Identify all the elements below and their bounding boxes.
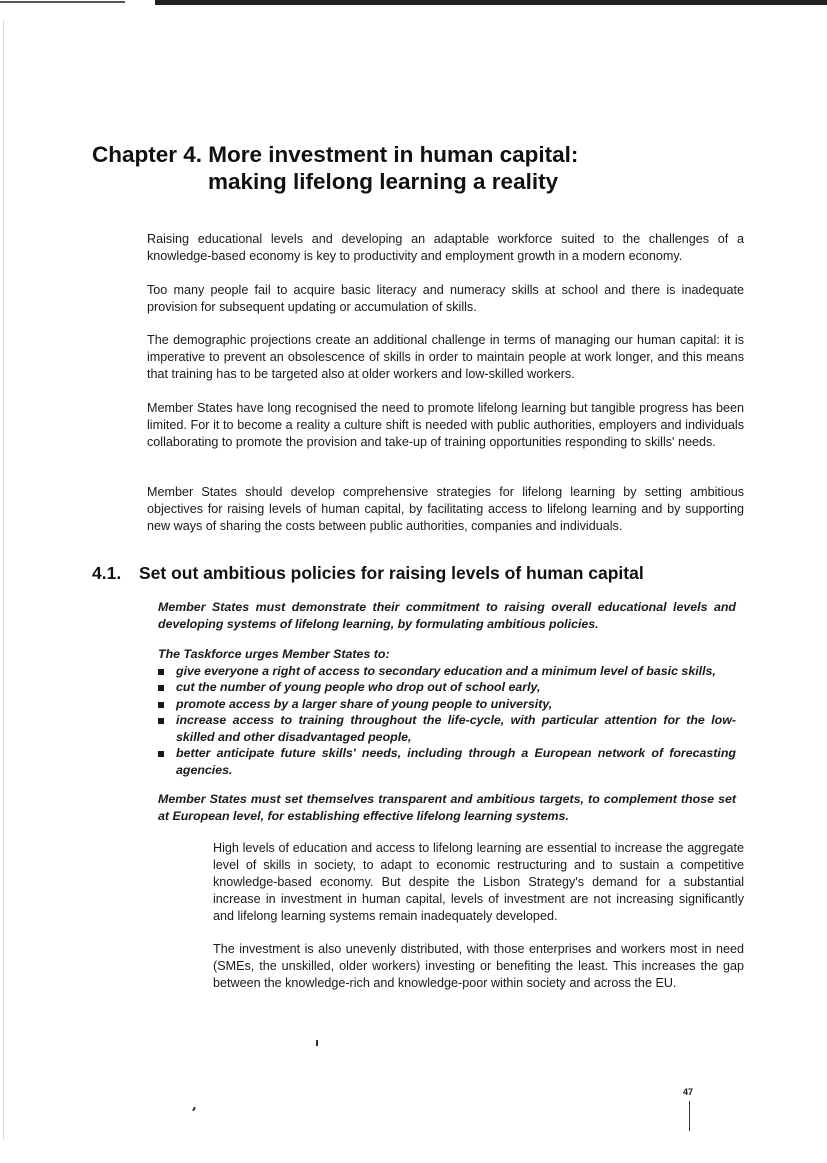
recommendation-closing-text: Member States must set themselves transparent and ambitious targets, to complement those set at European level, for establishing effective lifelong learning systems. <box>158 792 736 823</box>
bullet-square-icon <box>158 718 164 724</box>
section-number: 4.1. <box>92 563 122 583</box>
recommendation-list-block <box>158 646 736 778</box>
intro-paragraph-3 <box>147 332 744 383</box>
page-number-rule <box>689 1101 690 1131</box>
scan-speck <box>192 1107 196 1111</box>
recommendation-bullets <box>158 663 736 779</box>
chapter-title-line1: Chapter 4. More investment in human capital: <box>92 142 579 167</box>
bullet-square-icon <box>158 702 164 708</box>
list-item <box>158 696 736 713</box>
list-item-text: give everyone a right of access to secondary education and a minimum level of basic skills, <box>176 663 716 678</box>
intro-paragraph-text: The demographic projections create an additional challenge in terms of managing our human capital: it is imperative to prevent an obsolescence of skills in order to maintain people at work longer, and this means that training has to be targeted also at older workers and low-skilled workers. <box>147 333 744 381</box>
urges-intro: The Taskforce urges Member States to: <box>158 647 390 661</box>
bullet-square-icon <box>158 685 164 691</box>
list-item <box>158 712 736 745</box>
discussion-paragraph-2 <box>213 941 744 992</box>
list-item-text: better anticipate future skills' needs, including through a European network of forecasting agencies. <box>176 746 736 777</box>
discussion-paragraph-text: High levels of education and access to lifelong learning are essential to increase the aggregate level of skills in society, to adapt to economic restructuring and to sustain a competitive knowledge-based economy. But despite the Lisbon Strategy's demand for a substantial increase in investment in human capital, levels of investment are not increasing significantly and lifelong learning systems remain inadequately developed. <box>213 841 744 923</box>
bullet-square-icon <box>158 751 164 757</box>
list-item-text: cut the number of young people who drop out of school early, <box>176 680 541 694</box>
recommendation-lead-text: Member States must demonstrate their commitment to raising overall educational levels and developing systems of lifelong learning, by formulating ambitious policies. <box>158 600 736 631</box>
list-item-text: promote access by a larger share of young people to university, <box>176 696 553 711</box>
section-title: Set out ambitious policies for raising levels of human capital <box>139 563 644 583</box>
scan-speck <box>316 1040 318 1046</box>
scan-edge-line <box>3 20 4 1140</box>
discussion-paragraph-1 <box>213 840 744 925</box>
list-item <box>158 663 736 680</box>
discussion-paragraph-text: The investment is also unevenly distributed, with those enterprises and workers most in need (SMEs, the unskilled, older workers) investing or benefiting the least. This increases the gap between the knowledge-rich and knowledge-poor within society and across the EU. <box>213 942 744 990</box>
intro-paragraph-1 <box>147 231 744 265</box>
intro-paragraph-text: Member States have long recognised the need to promote lifelong learning but tangible progress has been limited. For it to become a reality a culture shift is needed with public authorities, employers and individuals collaborating to promote the provision and take-up of training opportunities responding to skills' needs. <box>147 401 744 449</box>
chapter-title <box>92 141 732 195</box>
scan-top-rule-left <box>0 1 125 3</box>
section-heading <box>92 563 742 584</box>
recommendation-closing <box>158 791 736 824</box>
scan-top-rule <box>155 0 827 5</box>
intro-paragraph-5 <box>147 484 744 535</box>
intro-paragraph-text: Member States should develop comprehensive strategies for lifelong learning by setting ambitious objectives for raising levels of human capital, by facilitating access to lifelong learning and by supporting new ways of sharing the costs between public authorities, companies and individuals. <box>147 485 744 533</box>
list-item <box>158 679 736 696</box>
page-number: 47 <box>683 1087 694 1097</box>
intro-paragraph-4 <box>147 400 744 451</box>
bullet-square-icon <box>158 669 164 675</box>
chapter-title-line2: making lifelong learning a reality <box>208 169 559 194</box>
list-item <box>158 745 736 778</box>
intro-paragraph-text: Raising educational levels and developing an adaptable workforce suited to the challenges of a knowledge-based economy is key to productivity and employment growth in a modern economy. <box>147 232 744 263</box>
intro-paragraph-2 <box>147 282 744 316</box>
list-item-text: increase access to training throughout the life-cycle, with particular attention for the low-skilled and other disadvantaged people, <box>176 713 736 744</box>
recommendation-lead <box>158 599 736 632</box>
intro-paragraph-text: Too many people fail to acquire basic literacy and numeracy skills at school and there is inadequate provision for subsequent updating or accumulation of skills. <box>147 283 744 314</box>
